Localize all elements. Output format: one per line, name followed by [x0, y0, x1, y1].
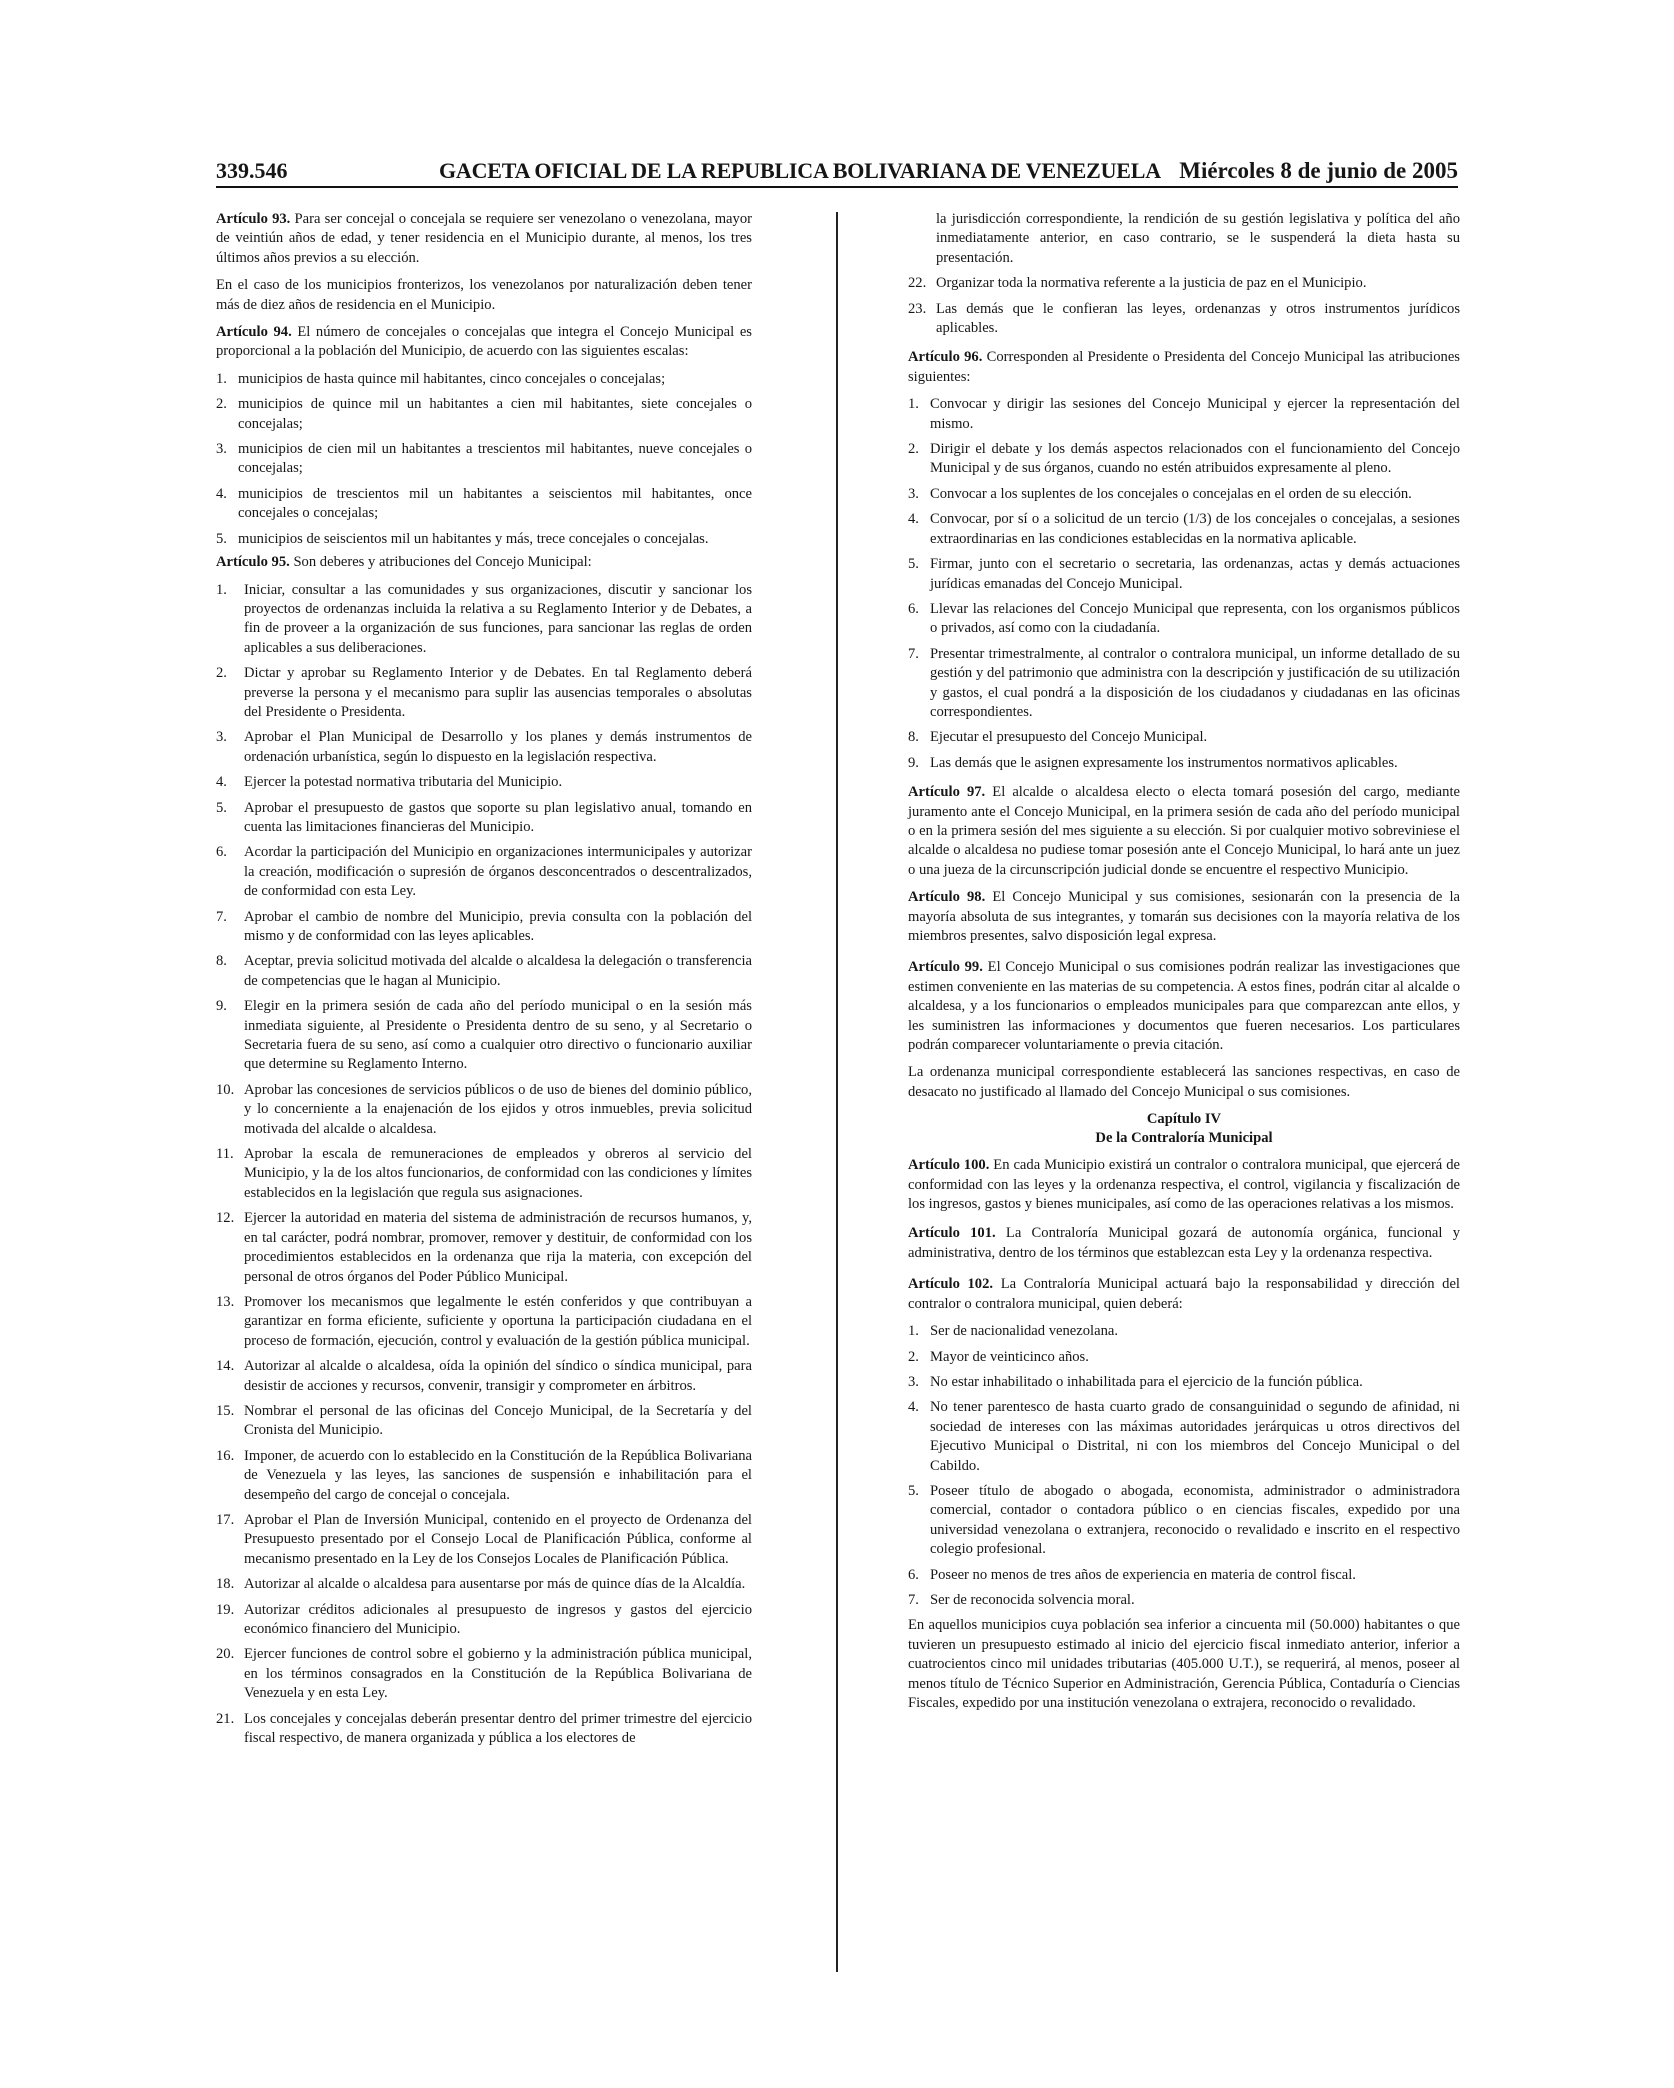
article-102-list	[908, 1322, 1460, 1610]
list-item-text: Promover los mecanismos que legalmente le estén conferidos y que contribuyan a garantizar en forma eficiente, suficiente y oportuna la participación ciudadana en el proceso de formación, ejecución, control y evaluación de la gestión pública municipal.	[244, 1293, 752, 1349]
list-item	[216, 1145, 752, 1203]
list-item	[216, 1209, 752, 1287]
list-item	[216, 1575, 752, 1594]
list-item	[216, 1645, 752, 1703]
article-93	[216, 210, 752, 268]
list-item	[908, 1322, 1460, 1341]
list-item-number: 5.	[216, 530, 227, 547]
list-item-number: 6.	[908, 600, 919, 617]
list-item-text: Ejecutar el presupuesto del Concejo Municipal.	[930, 729, 1208, 746]
list-item-text: municipios de quince mil un habitantes a cien mil habitantes, siete concejales o concejalas;	[238, 396, 752, 432]
article-heading: Artículo 100.	[908, 1157, 990, 1174]
list-item-text: Aprobar el presupuesto de gastos que soporte su plan legislativo anual, tomando en cuenta las limitaciones financieras del Municipio.	[244, 799, 752, 835]
list-item	[908, 510, 1460, 549]
list-item-number: 8.	[216, 953, 227, 970]
article-heading: Artículo 95.	[216, 554, 290, 571]
list-item-text: Presentar trimestralmente, al contralor o contralora municipal, un informe detallado de su gestión y del patrimonio que administra con la descripción y justificación de su utilización y gastos, el cual pondrá a la disposición de los ciudadanos y ciudadanas en las oficinas correspondientes.	[930, 645, 1460, 720]
article-heading: Artículo 98.	[908, 889, 986, 906]
header-rule	[216, 186, 1458, 188]
article-text: El Concejo Municipal o sus comisiones podrán realizar las investigaciones que estimen conveniente en las materias de su competencia. A estos fines, podrán citar al alcalde o alcaldesa, y a los funcionarios o empleados municipales para que comparezcan ante ellos, y les suministren las informaciones y documentos que fueren necesarios. Los particulares podrán comparecer voluntariamente o previa citación.	[908, 959, 1460, 1054]
list-item-number: 1.	[216, 370, 227, 387]
list-item	[216, 485, 752, 524]
list-item	[216, 1293, 752, 1351]
list-item	[908, 1482, 1460, 1560]
list-item-text: Autorizar al alcalde o alcaldesa, oída la opinión del síndico o síndica municipal, para desistir de acciones y recursos, convenir, transigir y comprometer en árbitros.	[244, 1358, 752, 1394]
list-item-number: 6.	[216, 844, 227, 861]
list-item-number: 18.	[216, 1576, 235, 1593]
list-item-text: Aprobar el Plan Municipal de Desarrollo y los planes y demás instrumentos de ordenación urbanística, según lo dispuesto en la legislación respectiva.	[244, 729, 752, 765]
list-item-text: Aprobar el Plan de Inversión Municipal, contenido en el proyecto de Ordenanza del Presupuesto presentado por el Consejo Local de Planificación Pública, conforme al mecanismo presentado en la Ley de los Consejos Locales de Planificación Pública.	[244, 1511, 752, 1567]
list-item	[216, 997, 752, 1075]
article-95	[216, 553, 752, 572]
list-item	[216, 1402, 752, 1441]
list-item-number: 20.	[216, 1646, 235, 1663]
article-heading: Artículo 94.	[216, 324, 292, 341]
list-item-text: Ser de reconocida solvencia moral.	[930, 1591, 1135, 1608]
list-item-number: 3.	[908, 1373, 919, 1390]
list-item	[216, 395, 752, 434]
list-item-text: Convocar y dirigir las sesiones del Concejo Municipal y ejercer la representación del mismo.	[930, 396, 1460, 432]
list-item	[908, 1398, 1460, 1476]
list-item-text: municipios de cien mil un habitantes a trescientos mil habitantes, nueve concejales o concejalas;	[238, 441, 752, 477]
article-93-paragraph: En el caso de los municipios fronterizos, los venezolanos por naturalización deben tener más de diez años de residencia en el Municipio.	[216, 277, 752, 313]
list-item-number: 4.	[216, 774, 227, 791]
chapter-number: Capítulo IV	[1146, 1111, 1222, 1128]
list-item-number: 2.	[908, 441, 919, 458]
list-item	[216, 530, 752, 549]
list-item	[908, 300, 1460, 339]
list-item-number: 7.	[908, 1591, 919, 1608]
list-item	[216, 773, 752, 792]
list-item-number: 9.	[216, 998, 227, 1015]
article-text: La Contraloría Municipal actuará bajo la responsabilidad y dirección del contralor o contralora municipal, quien deberá:	[908, 1276, 1460, 1312]
list-item-number: 4.	[908, 1399, 919, 1416]
list-item-text: Elegir en la primera sesión de cada año del período municipal o en la sesión más inmediata siguiente, al Presidente o Presidenta dentro de su seno, y al Secretario o Secretaria fuera de su seno, así como a cualquier otro directivo o funcionario auxiliar que determine su Reglamento Interno.	[244, 998, 752, 1073]
list-item	[216, 843, 752, 901]
article-text: Para ser concejal o concejala se requiere ser venezolano o venezolana, mayor de veintiún años de edad, y tener residencia en el Municipio durante, al menos, los tres últimos años previos a su elección.	[216, 211, 752, 266]
list-item-number: 10.	[216, 1081, 235, 1098]
article-text: El Concejo Municipal y sus comisiones, sesionarán con la presencia de la mayoría absoluta de sus integrantes, y tomarán sus decisiones con la mayoría relativa de los miembros presentes, salvo disposición legal expresa.	[908, 889, 1460, 944]
list-item	[908, 395, 1460, 434]
list-item-number: 7.	[908, 645, 919, 662]
list-item	[216, 664, 752, 722]
list-item-text: Aceptar, previa solicitud motivada del alcalde o alcaldesa la delegación o transferencia de competencias que le hagan al Municipio.	[244, 953, 752, 989]
list-item-text: Convocar, por sí o a solicitud de un tercio (1/3) de los concejales o concejalas, a sesiones extraordinarias en las condiciones establecidas en la normativa aplicable.	[930, 511, 1460, 547]
article-97	[908, 783, 1460, 880]
article-99	[908, 958, 1460, 1055]
list-item	[908, 754, 1460, 773]
list-item	[908, 274, 1460, 293]
list-item-text: Ejercer la potestad normativa tributaria del Municipio.	[244, 774, 563, 791]
list-item-text: Iniciar, consultar a las comunidades y sus organizaciones, discutir y sancionar los proyectos de ordenanzas incluida la relativa a su Reglamento Interior y de Debates, a fin de proveer a la organización de sus funciones, para sancionar las reglas de orden aplicables a sus deliberaciones.	[244, 581, 752, 656]
chapter-heading	[908, 1110, 1460, 1148]
list-item	[216, 1447, 752, 1505]
list-item-text: municipios de hasta quince mil habitantes, cinco concejales o concejalas;	[238, 370, 666, 387]
chapter-title: De la Contraloría Municipal	[1095, 1130, 1273, 1147]
article-100	[908, 1156, 1460, 1214]
article-heading: Artículo 96.	[908, 349, 983, 366]
list-item-text: Las demás que le confieran las leyes, ordenanzas y otros instrumentos jurídicos aplicables.	[936, 300, 1460, 337]
list-item-number: 1.	[908, 1323, 919, 1340]
article-98	[908, 888, 1460, 946]
list-item-number: 1.	[216, 581, 227, 598]
list-item-number: 5.	[908, 1482, 919, 1499]
right-column	[908, 210, 1460, 1721]
article-102-paragraph: En aquellos municipios cuya población sea inferior a cincuenta mil (50.000) habitantes o que tuvieren un presupuesto estimado al inicio del ejercicio fiscal inmediato anterior, inferior a cuatrocientos cinco mil unidades tributarias (405.000 U.T.), se requerirá, al menos, poseer al menos título de Técnico Superior en Administración, Gerencia Pública, Contaduría o Ciencias Fiscales, expedido por una institución venezolana o extrajera, reconocido o revalidado.	[908, 1617, 1460, 1711]
list-item-text: Imponer, de acuerdo con lo establecido en la Constitución de la República Bolivariana de Venezuela y las leyes, las sanciones de suspensión e inhabilitación para el desempeño del cargo de concejal o concejala.	[244, 1447, 752, 1503]
list-item-text: Organizar toda la normativa referente a la justicia de paz en el Municipio.	[936, 275, 1367, 292]
list-item-number: 4.	[908, 511, 919, 528]
list-item-number: 19.	[216, 1601, 235, 1618]
list-item	[216, 1601, 752, 1640]
list-item	[908, 1373, 1460, 1392]
article-102	[908, 1275, 1460, 1314]
list-item	[908, 485, 1460, 504]
list-item-number: 3.	[216, 441, 227, 458]
list-item-text: Mayor de veinticinco años.	[930, 1348, 1089, 1365]
list-item-number: 14.	[216, 1358, 235, 1375]
list-item	[216, 370, 752, 389]
list-item	[216, 728, 752, 767]
article-heading: Artículo 101.	[908, 1225, 996, 1242]
article-heading: Artículo 93.	[216, 211, 291, 227]
list-item-text: la jurisdicción correspondiente, la rendición de su gestión legislativa y política del año inmediatamente anterior, en caso contrario, se le suspenderá la dieta hasta su presentación.	[936, 211, 1460, 266]
article-99-paragraph: La ordenanza municipal correspondiente establecerá las sanciones respectivas, en caso de desacato no justificado al llamado del Concejo Municipal o sus comisiones.	[908, 1064, 1460, 1100]
article-heading: Artículo 97.	[908, 784, 986, 801]
list-item-number: 11.	[216, 1146, 234, 1163]
article-text: El número de concejales o concejalas que integra el Concejo Municipal es proporcional a la población del Municipio, de acuerdo con las siguientes escalas:	[216, 324, 752, 360]
list-item-text: Autorizar al alcalde o alcaldesa para ausentarse por más de quince días de la Alcaldía.	[244, 1576, 746, 1593]
gazette-title: GACETA OFICIAL DE LA REPUBLICA BOLIVARIANA DE VENEZUELA	[439, 158, 1161, 183]
list-item-number: 23.	[908, 300, 927, 317]
list-item-number: 15.	[216, 1402, 235, 1419]
list-item-text: Aprobar el cambio de nombre del Municipio, previa consulta con la población del mismo y de conformidad con las leyes aplicables.	[244, 908, 752, 944]
list-item-text: No tener parentesco de hasta cuarto grado de consanguinidad o segundo de afinidad, ni sociedad de intereses con las máximas autoridades jerárquicas u otros directivos del Ejecutivo Municipal o Distrital, ni con los miembros del Concejo Municipal o del Cabildo.	[930, 1399, 1460, 1474]
list-item-text: Las demás que le asignen expresamente los instrumentos normativos aplicables.	[930, 754, 1398, 771]
list-item-text: Acordar la participación del Municipio en organizaciones intermunicipales y autorizar la creación, modificación o supresión de órganos desconcentrados o descentralizados, de conformidad con esta Ley.	[244, 844, 752, 900]
list-item-number: 3.	[908, 485, 919, 502]
article-text: En cada Municipio existirá un contralor o contralora municipal, que ejercerá de conformidad con las leyes y la ordenanza respectiva, el control, vigilancia y fiscalización de los ingresos, gastos y bienes municipales, así como de las operaciones relativas a los mismos.	[908, 1157, 1460, 1213]
article-96	[908, 348, 1460, 387]
list-item	[908, 728, 1460, 747]
left-column	[216, 210, 752, 1754]
list-item-text: No estar inhabilitado o inhabilitada para el ejercicio de la función pública.	[930, 1373, 1363, 1390]
list-item-number: 6.	[908, 1566, 919, 1583]
article-text: La Contraloría Municipal gozará de autonomía orgánica, funcional y administrativa, dentro de los términos que establezcan esta Ley y la ordenanza respectiva.	[908, 1225, 1460, 1261]
list-item	[908, 555, 1460, 594]
list-item-text: Convocar a los suplentes de los concejales o concejalas en el orden de su elección.	[930, 485, 1412, 502]
article-text: Corresponden al Presidente o Presidenta del Concejo Municipal las atribuciones siguientes:	[908, 349, 1460, 385]
article-95-list-tail	[908, 274, 1460, 338]
article-text: Son deberes y atribuciones del Concejo Municipal:	[293, 554, 592, 571]
list-item-text: Llevar las relaciones del Concejo Municipal que representa, con los organismos públicos o privados, así como con la ciudadanía.	[930, 600, 1460, 637]
list-item	[908, 600, 1460, 639]
list-item-number: 21.	[216, 1710, 235, 1727]
list-item	[216, 799, 752, 838]
list-item	[216, 581, 752, 659]
list-item-number: 16.	[216, 1447, 235, 1464]
page-number: 339.546	[216, 158, 288, 183]
list-item-continuation	[908, 210, 1460, 268]
article-94-list	[216, 370, 752, 549]
list-item	[216, 1357, 752, 1396]
list-item-text: Ejercer la autoridad en materia del sistema de administración de recursos humanos, y, en tal carácter, podrá nombrar, promover, remover y destituir, de conformidad con los procedimientos establecidos en la ordenanza que rija la materia, con excepción del personal de otros órganos del Poder Público Municipal.	[244, 1210, 752, 1285]
list-item-number: 1.	[908, 396, 919, 413]
list-item-number: 17.	[216, 1511, 235, 1528]
list-item-number: 9.	[908, 754, 919, 771]
list-item	[216, 908, 752, 947]
list-item-number: 4.	[216, 485, 227, 502]
list-item-number: 2.	[908, 1348, 919, 1365]
list-item	[908, 1566, 1460, 1585]
list-item-number: 2.	[216, 396, 227, 413]
list-item-text: Ser de nacionalidad venezolana.	[930, 1323, 1119, 1340]
list-item	[908, 440, 1460, 479]
list-item-number: 12.	[216, 1210, 235, 1227]
article-heading: Artículo 102.	[908, 1276, 994, 1293]
list-item	[216, 1081, 752, 1139]
list-item-number: 5.	[216, 799, 227, 816]
list-item-number: 5.	[908, 556, 919, 573]
list-item-text: Nombrar el personal de las oficinas del Concejo Municipal, de la Secretaría y del Cronista del Municipio.	[244, 1402, 752, 1439]
list-item-text: Firmar, junto con el secretario o secretaria, las ordenanzas, actas y demás actuaciones jurídicas emanadas del Concejo Municipal.	[930, 556, 1460, 592]
issue-date: Miércoles 8 de junio de 2005	[1179, 158, 1458, 183]
list-item	[216, 952, 752, 991]
list-item	[908, 1348, 1460, 1367]
list-item-number: 7.	[216, 908, 227, 925]
list-item-text: Autorizar créditos adicionales al presupuesto de ingresos y gastos del ejercicio económico financiero del Municipio.	[244, 1601, 752, 1637]
list-item-text: Dictar y aprobar su Reglamento Interior y de Debates. En tal Reglamento deberá preverse la persona y el mecanismo para suplir las ausencias temporales o absolutas del Presidente o Presidenta.	[244, 665, 752, 720]
list-item-text: municipios de seiscientos mil un habitantes y más, trece concejales o concejalas.	[238, 530, 709, 547]
list-item-text: Aprobar la escala de remuneraciones de empleados y obreros al servicio del Municipio, y la de los altos funcionarios, de conformidad con las condiciones y límites establecidos en la legislación que regula sus asignaciones.	[244, 1146, 752, 1201]
list-item-text: Los concejales y concejalas deberán presentar dentro del primer trimestre del ejercicio fiscal respectivo, de manera organizada y pública a los electores de	[244, 1710, 752, 1747]
list-item-text: Aprobar las concesiones de servicios públicos o de uso de bienes del dominio público, y lo concerniente a la enajenación de los ejidos y otros inmuebles, previa solicitud motivada del alcalde o alcaldesa.	[244, 1081, 752, 1137]
list-item-text: Dirigir el debate y los demás aspectos relacionados con el funcionamiento del Concejo Municipal y de sus órganos, cuando no estén atribuidos expresamente al pleno.	[930, 441, 1460, 477]
list-item	[908, 1591, 1460, 1610]
list-item-number: 3.	[216, 729, 227, 746]
list-item	[908, 645, 1460, 723]
list-item	[216, 1710, 752, 1749]
list-item-number: 22.	[908, 275, 927, 292]
list-item-number: 2.	[216, 665, 227, 682]
column-divider	[836, 212, 838, 1972]
list-item-number: 13.	[216, 1293, 235, 1310]
article-heading: Artículo 99.	[908, 959, 983, 976]
article-101	[908, 1224, 1460, 1263]
article-94	[216, 323, 752, 362]
list-item-text: Ejercer funciones de control sobre el gobierno y la administración pública municipal, en los términos consagrados en la Constitución de la República Bolivariana de Venezuela y en esta Ley.	[244, 1646, 752, 1702]
article-text: El alcalde o alcaldesa electo o electa tomará posesión del cargo, mediante juramento ante el Concejo Municipal, en la primera sesión de cada año del período municipal o en la primera sesión del mes siguiente a su elección. Si por cualquier motivo sobreviniese el alcalde o alcaldesa no pudiese tomar posesión ante el Concejo Municipal, lo hará ante un juez o una jueza de la circunscripción judicial donde se encuentre el respectivo Municipio.	[908, 784, 1460, 878]
list-item-number: 8.	[908, 729, 919, 746]
list-item-text: Poseer título de abogado o abogada, economista, administrador o administradora comercial, contador o contadora público o en ciencias fiscales, expedido por una universidad venezolana o extranjera, reconocido o revalidado e inscrito en el respectivo colegio profesional.	[930, 1482, 1460, 1558]
article-96-list	[908, 395, 1460, 773]
article-95-list	[216, 581, 752, 1749]
list-item	[216, 440, 752, 479]
list-item-text: municipios de trescientos mil un habitantes a seiscientos mil habitantes, once concejales o concejalas;	[238, 485, 752, 522]
list-item-text: Poseer no menos de tres años de experiencia en materia de control fiscal.	[930, 1566, 1356, 1583]
list-item	[216, 1511, 752, 1569]
